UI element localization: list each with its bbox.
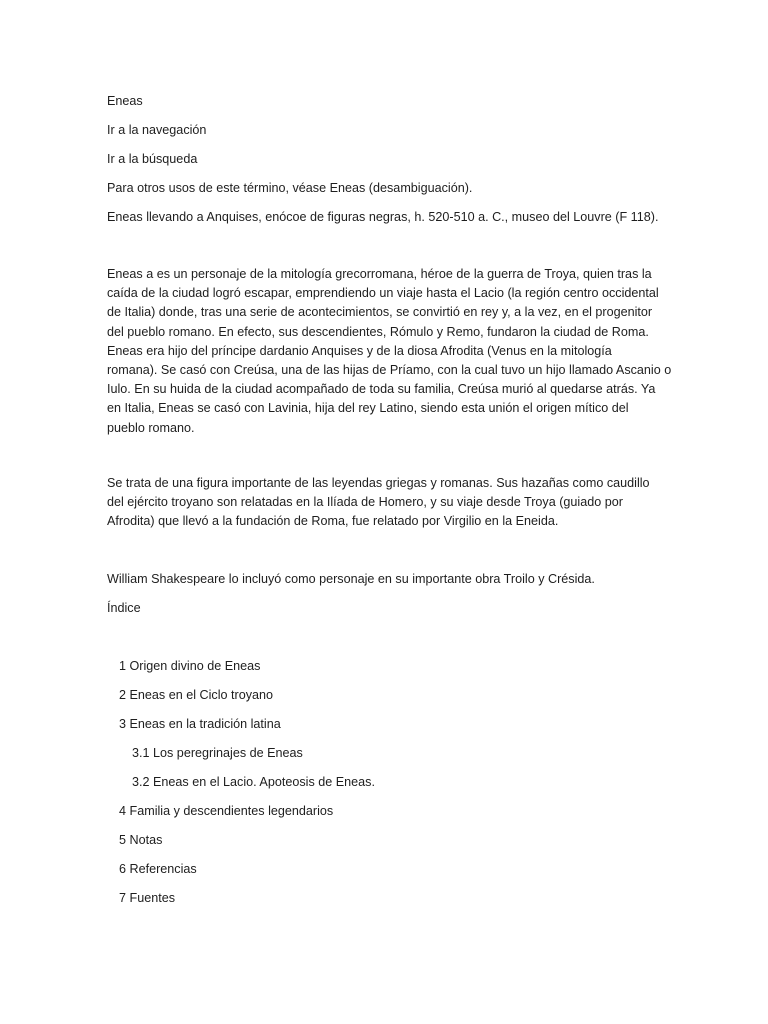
- paragraph-line: romana). Se casó con Creúsa, una de las hijas de Príamo, con la cual tuvo un hijo llamado Ascanio o: [107, 363, 672, 378]
- toc-subitem[interactable]: 3.1 Los peregrinajes de Eneas: [132, 746, 303, 760]
- toc-item[interactable]: 3 Eneas en la tradición latina: [119, 717, 281, 731]
- toc-item[interactable]: 4 Familia y descendientes legendarios: [119, 804, 334, 818]
- paragraph-line: caída de la ciudad logró escapar, emprendiendo un viaje hasta el Lacio (la región centro occidental: [107, 286, 659, 301]
- disambiguation-note: Para otros usos de este término, véase Eneas (desambiguación).: [107, 181, 473, 195]
- article-title: Eneas: [107, 94, 143, 108]
- paragraph-line: pueblo romano.: [107, 420, 195, 435]
- search-link[interactable]: Ir a la búsqueda: [107, 152, 198, 166]
- toc-item[interactable]: 2 Eneas en el Ciclo troyano: [119, 688, 274, 702]
- toc-item[interactable]: 5 Notas: [119, 833, 163, 847]
- paragraph-line: Eneas a es un personaje de la mitología grecorromana, héroe de la guerra de Troya, quien tras la: [107, 267, 652, 281]
- image-caption: Eneas llevando a Anquises, enócoe de figuras negras, h. 520-510 a. C., museo del Louvre (F 118).: [107, 210, 659, 224]
- paragraph-line: de Italia) donde, tras una serie de acontecimientos, se convirtió en rey y, a la vez, en el progenitor: [107, 305, 653, 320]
- paragraph-line: Eneas era hijo del príncipe dardanio Anquises y de la diosa Afrodita (Venus en la mitología: [107, 343, 612, 358]
- paragraph-line: en Italia, Eneas se casó con Lavinia, hija del rey Latino, siendo esta unión el origen mítico del: [107, 401, 629, 416]
- paragraph-line: del ejército troyano son relatadas en la Ilíada de Homero, y su viaje desde Troya (guiado por: [107, 495, 623, 510]
- toc-heading: Índice: [107, 601, 141, 615]
- toc-item[interactable]: 6 Referencias: [119, 862, 197, 876]
- shakespeare-paragraph: William Shakespeare lo incluyó como personaje en su importante obra Troilo y Crésida.: [107, 572, 595, 586]
- intro-paragraph: [107, 265, 672, 438]
- toc-subitem[interactable]: 3.2 Eneas en el Lacio. Apoteosis de Eneas.: [132, 775, 375, 789]
- paragraph-line: Se trata de una figura importante de las leyendas griegas y romanas. Sus hazañas como caudillo: [107, 476, 650, 490]
- paragraph-line: Afrodita) que llevó a la fundación de Roma, fue relatado por Virgilio en la Eneida.: [107, 514, 559, 529]
- toc-item[interactable]: 7 Fuentes: [119, 891, 176, 905]
- paragraph-line: Iulo. En su huida de la ciudad acompañado de toda su familia, Creúsa murió al quedarse atrás. Ya: [107, 382, 656, 397]
- navigation-link[interactable]: Ir a la navegación: [107, 123, 207, 137]
- toc-item[interactable]: 1 Origen divino de Eneas: [119, 659, 261, 673]
- paragraph-line: del pueblo romano. En efecto, sus descendientes, Rómulo y Remo, fundaron la ciudad de Roma.: [107, 324, 649, 339]
- second-paragraph: [107, 474, 667, 532]
